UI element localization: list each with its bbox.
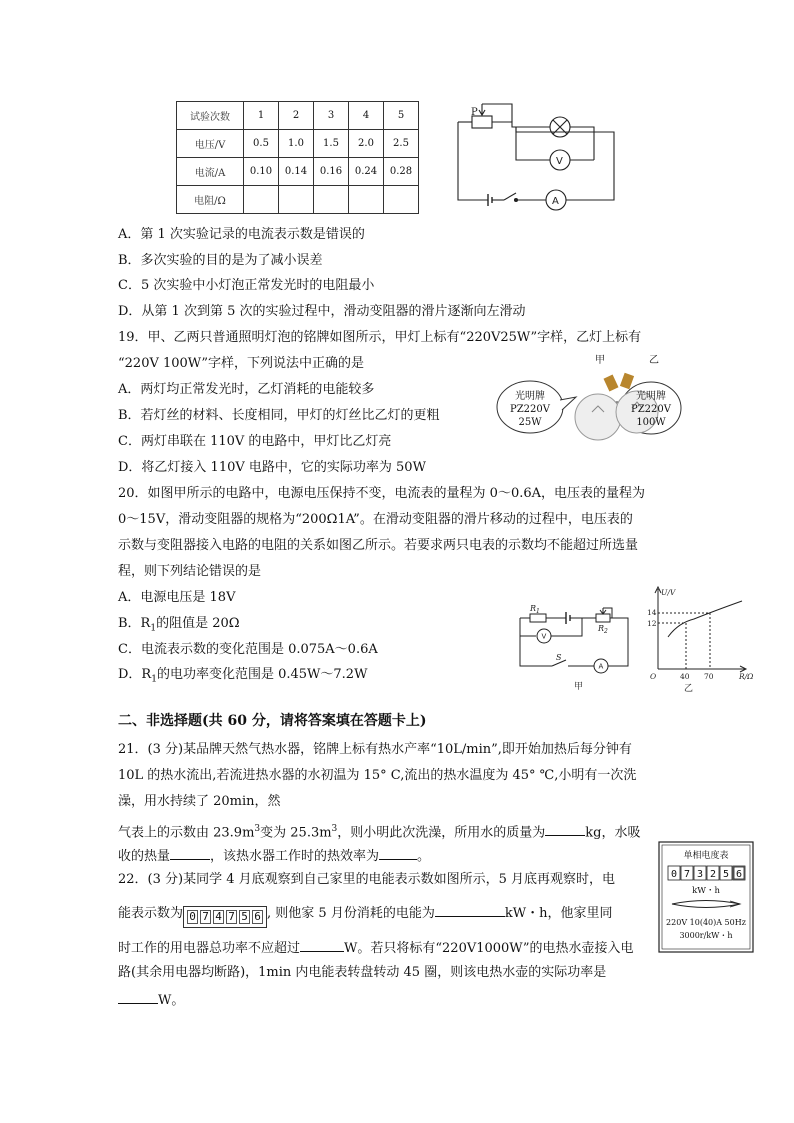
answer-blank[interactable] <box>170 846 210 860</box>
circuit-wire <box>458 122 488 200</box>
subscript: 1 <box>150 623 157 634</box>
q18-option-b: B．多次实验的目的是为了减小误差 <box>118 253 323 268</box>
voltage-cell: 1.5 <box>314 130 349 158</box>
figure-caption-yi: 乙 <box>684 684 694 693</box>
q20-graph <box>644 583 760 693</box>
row-header: 电阻/Ω <box>177 186 244 214</box>
bulb-jia-base <box>604 375 619 392</box>
meter-digit: 5 <box>722 869 730 880</box>
superscript: 3 <box>254 824 261 834</box>
bulb-yi-base <box>620 373 634 390</box>
text-run: 。 <box>417 849 431 864</box>
bulb-jia-model: PZ220V <box>510 404 550 415</box>
row-header: 试验次数 <box>177 102 244 130</box>
text-run: 收的热量 <box>118 849 171 864</box>
y-tick-label: 12 <box>647 619 657 628</box>
text-run: 的阻值是 20Ω <box>156 616 240 631</box>
q21-text: 10L 的热水流出,若流进热水器的水初温为 15° C,流出的热水温度为 45° ℃,小明有一次洗 <box>118 768 637 783</box>
u-r-curve <box>668 601 742 637</box>
text-run: kg，水吸 <box>585 825 641 841</box>
meter-reading-may <box>183 906 267 928</box>
bulb-yi-caption: 乙 <box>649 355 659 366</box>
q22-text <box>118 990 184 1010</box>
bulb-yi-brand: 光明牌 <box>636 391 666 402</box>
subscript: 1 <box>151 674 157 685</box>
table-row <box>177 102 419 130</box>
r2-label: $R_2$ <box>598 624 608 635</box>
circuit-wire <box>482 104 512 122</box>
y-tick-label: 14 <box>647 608 657 617</box>
resistance-cell <box>279 186 314 214</box>
q20-option-b <box>118 615 240 638</box>
q20-option-d <box>118 666 367 689</box>
ammeter-label: A <box>598 662 604 671</box>
guide-line-70 <box>658 613 710 669</box>
answer-blank[interactable] <box>300 938 344 952</box>
table-row <box>177 130 419 158</box>
digit: 0 <box>187 910 198 924</box>
text-run: ，则小明此次洗澡，所用水的质量为 <box>337 825 546 841</box>
meter-digit: 2 <box>709 869 717 880</box>
row-header: 电压/V <box>177 130 244 158</box>
current-cell: 0.28 <box>384 158 419 186</box>
table-row <box>177 158 419 186</box>
meter-digit: 3 <box>696 869 704 880</box>
bulb-figure <box>494 350 684 450</box>
trial-cell: 5 <box>384 102 419 130</box>
q18-option-d: D．从第 1 次到第 5 次的实验过程中，滑动变阻器的滑片逐渐向左滑动 <box>118 304 526 319</box>
superscript: 3 <box>331 824 338 834</box>
q20-stem: 示数与变阻器接入电路的电阻的关系如图乙所示。若要求两只电表的示数均不能超过所选量 <box>118 538 639 553</box>
answer-blank[interactable] <box>379 846 417 860</box>
text-run: 气表上的示数由 23.9m <box>118 825 255 841</box>
q22-text: 路(其余用电器均断路)，1min 内电能表转盘转动 45 圈，则该电热水壶的实际功率是 <box>118 965 607 980</box>
q21-text <box>118 820 641 842</box>
resistance-cell <box>349 186 384 214</box>
x-axis-label: R/Ω <box>739 672 754 681</box>
meter-digit: 7 <box>683 869 691 880</box>
q19-stem: 19．甲、乙两只普通照明灯泡的铭牌如图所示，甲灯上标有“220V25W”字样，乙灯上标有 <box>118 330 642 345</box>
voltage-cell: 2.5 <box>384 130 419 158</box>
figure-caption-jia: 甲 <box>574 682 584 692</box>
answer-blank[interactable] <box>435 903 505 917</box>
bulb-svg <box>494 350 684 450</box>
answer-blank[interactable] <box>545 822 585 836</box>
digit: 6 <box>252 910 263 924</box>
q21-text: 21．(3 分)某品牌天然气热水器，铭牌上标有热水产率“10L/min”,即开始加热后每分钟有 <box>118 742 632 757</box>
text-run: D．R <box>118 667 152 682</box>
q19-option-c: C．两灯串联在 110V 的电路中，甲灯比乙灯亮 <box>118 434 392 449</box>
q20-stem: 20．如图甲所示的电路中，电源电压保持不变，电流表的量程为 0～0.6A，电压表的量程为 <box>118 486 646 501</box>
q18-circuit-diagram <box>450 100 620 218</box>
q20-option-a: A．电源电压是 18V <box>118 590 236 605</box>
trial-cell: 3 <box>314 102 349 130</box>
resistance-cell <box>384 186 419 214</box>
p-label: P <box>471 107 478 118</box>
bulb-jia-glass <box>575 394 621 440</box>
r1-label: $R_1$ <box>530 604 540 615</box>
voltmeter-label: V <box>556 156 563 167</box>
q18-option-c: C．5 次实验中小灯泡正常发光时的电阻最小 <box>118 278 375 293</box>
text-run: 的电功率变化范围是 0.45W～7.2W <box>156 667 368 682</box>
guide-line-40 <box>658 623 686 669</box>
origin-label: O <box>650 672 657 681</box>
meter-digit: 6 <box>735 869 743 880</box>
q18-option-a: A．第 1 次实验记录的电流表示数是错误的 <box>118 227 365 242</box>
q21-text: 澡，用水持续了 20min，然 <box>118 794 281 809</box>
q20-option-c: C．电流表示数的变化范围是 0.075A～0.6A <box>118 642 378 657</box>
rheostat-r2 <box>596 614 610 622</box>
bulb-yi-model: PZ220V <box>631 404 671 415</box>
text-run: , 则他家 5 月份消耗的电能为 <box>267 906 435 921</box>
current-cell: 0.16 <box>314 158 349 186</box>
trial-cell: 2 <box>279 102 314 130</box>
experiment-table <box>176 101 419 214</box>
voltmeter-label: V <box>541 632 547 641</box>
resistor-r1 <box>530 614 546 622</box>
q20-circuit-diagram <box>512 598 642 694</box>
bulb-jia-brand: 光明牌 <box>515 391 545 402</box>
q22-text <box>118 903 612 928</box>
current-cell: 0.24 <box>349 158 384 186</box>
digit: 4 <box>213 910 224 924</box>
x-tick-label: 40 <box>680 672 690 681</box>
digit: 5 <box>239 910 250 924</box>
electric-meter-figure <box>658 841 754 953</box>
text-run: 变为 25.3m <box>260 825 332 841</box>
meter-title: 单相电度表 <box>683 851 729 861</box>
row-header: 电流/A <box>177 158 244 186</box>
answer-blank[interactable] <box>118 990 158 1004</box>
text-run: 时工作的用电器总功率不应超过 <box>118 941 301 956</box>
text-run: kW・h，他家里同 <box>504 906 613 921</box>
meter-spec: 220V 10(40)A 50Hz <box>666 918 746 927</box>
table-row <box>177 186 419 214</box>
current-cell: 0.14 <box>279 158 314 186</box>
battery <box>566 612 570 624</box>
voltage-cell: 2.0 <box>349 130 384 158</box>
q22-text: 22．(3 分)某同学 4 月底观察到自己家里的电能表示数如图所示，5 月底再观察时，电 <box>118 872 616 887</box>
circuit-wire <box>610 618 628 666</box>
section-title: 二、非选择题(共 60 分，请将答案填在答题卡上) <box>118 713 427 729</box>
voltage-cell: 0.5 <box>244 130 279 158</box>
q19-stem: “220V 100W”字样，下列说法中正确的是 <box>118 356 365 371</box>
current-cell: 0.10 <box>244 158 279 186</box>
q19-option-b: B．若灯丝的材料、长度相同，甲灯的灯丝比乙灯的更粗 <box>118 408 440 423</box>
q22-text <box>118 938 634 958</box>
bulb-jia-caption: 甲 <box>595 355 605 366</box>
bulb-jia-power: 25W <box>518 417 542 428</box>
q20-stem: 程，则下列结论错误的是 <box>118 564 262 579</box>
trial-cell: 1 <box>244 102 279 130</box>
meter-digit: 0 <box>670 869 678 880</box>
switch <box>504 193 516 200</box>
bubble-tail-jia <box>560 397 576 410</box>
trial-cell: 4 <box>349 102 384 130</box>
resistance-cell <box>244 186 279 214</box>
q21-text <box>118 846 430 866</box>
meter-unit: kW・h <box>692 886 720 896</box>
q19-option-a: A．两灯均正常发光时，乙灯消耗的电能较多 <box>118 382 375 397</box>
x-tick-label: 70 <box>704 672 714 681</box>
text-run: ，该热水器工作时的热效率为 <box>210 849 380 864</box>
resistance-cell <box>314 186 349 214</box>
text-run: 能表示数为 <box>118 906 184 921</box>
voltage-cell: 1.0 <box>279 130 314 158</box>
digit: 7 <box>200 910 211 924</box>
q19-option-d: D．将乙灯接入 110V 电路中，它的实际功率为 50W <box>118 460 426 475</box>
meter-spec: 3000r/kW・h <box>679 931 733 940</box>
text-run: B．R <box>118 616 151 631</box>
battery <box>488 194 492 206</box>
y-axis-label: U/V <box>661 588 676 597</box>
ammeter-label: A <box>552 196 559 207</box>
text-run: W。 <box>158 993 185 1008</box>
digit: 7 <box>226 910 237 924</box>
bulb-yi-power: 100W <box>636 417 666 428</box>
switch-label: S <box>556 653 562 662</box>
q20-stem: 0～15V，滑动变阻器的规格为“200Ω1A”。在滑动变阻器的滑片移动的过程中，电压表的 <box>118 512 633 527</box>
text-run: W。若只将标有“220V1000W”的电热水壶接入电 <box>344 941 634 956</box>
